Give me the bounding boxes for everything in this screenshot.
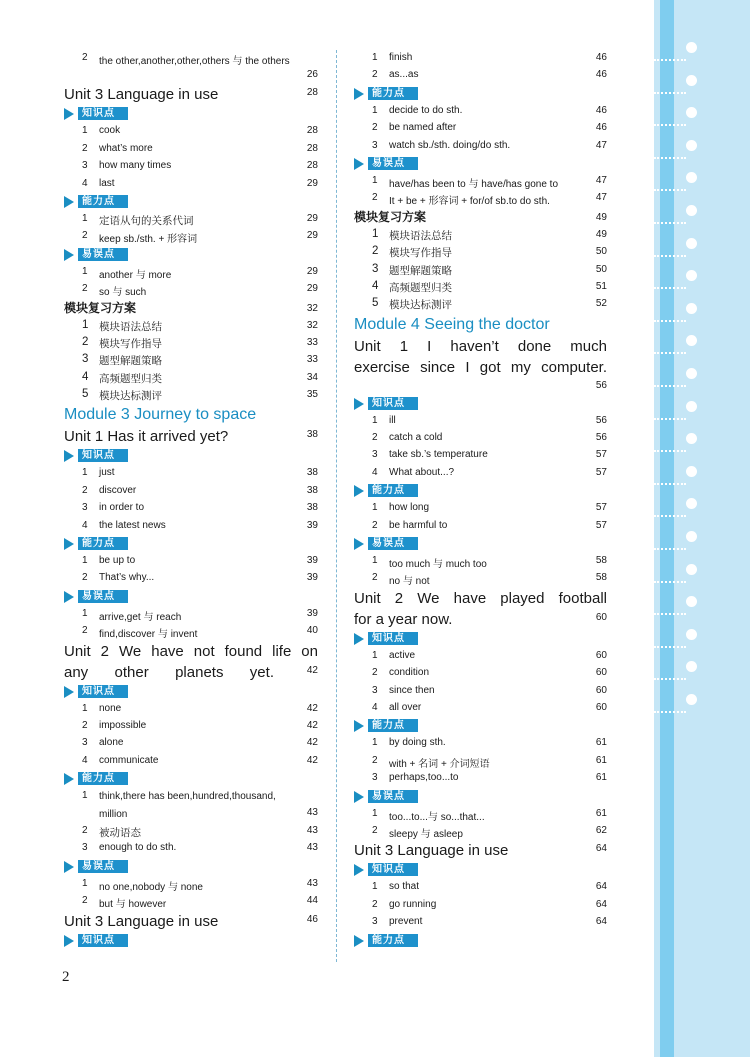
binder-hole-icon	[686, 433, 697, 444]
toc-entry[interactable]: 1 think,there has been,hundred,thousand, million 43	[82, 790, 318, 820]
play-triangle-icon	[64, 591, 74, 603]
toc-entry[interactable]: 1 ill 56	[372, 414, 607, 426]
unit-heading[interactable]: Unit 1 I haven’t done much exercise since I got my computer.	[354, 337, 607, 376]
binder-hole-icon	[686, 629, 697, 640]
toc-entry-page: 56	[595, 379, 607, 391]
section-tag-knowledge: 知识点	[64, 683, 318, 701]
binder-hole-icon	[686, 75, 697, 86]
toc-left-column	[64, 50, 318, 950]
toc-entry[interactable]: 3 since then 60	[372, 684, 607, 696]
toc-entry[interactable]: 2 no 与 not 58	[372, 572, 607, 588]
play-triangle-icon	[354, 935, 364, 947]
toc-entry[interactable]: 3 perhaps,too...to 61	[372, 772, 607, 784]
toc-entry[interactable]: 5 模块达标测评 52	[372, 297, 607, 312]
toc-entry[interactable]: 2 discover 38	[82, 484, 318, 496]
unit-heading[interactable]: Unit 2 We have played football for a year now. 60	[354, 589, 607, 628]
play-triangle-icon	[354, 398, 364, 410]
toc-entry[interactable]: 3 enough to do sth. 43	[82, 842, 318, 854]
play-triangle-icon	[354, 720, 364, 732]
dotted-line	[654, 678, 686, 680]
play-triangle-icon	[64, 108, 74, 120]
play-triangle-icon	[64, 861, 74, 873]
binder-hole-icon	[686, 205, 697, 216]
toc-entry[interactable]: 3 题型解题策略 50	[372, 262, 607, 277]
toc-entry[interactable]: 2 what’s more 28	[82, 142, 318, 154]
toc-entry[interactable]: 1 finish 46	[372, 52, 607, 63]
toc-entry[interactable]: 2 sleepy 与 asleep 62	[372, 824, 607, 840]
dotted-line	[654, 59, 686, 61]
dotted-line	[654, 581, 686, 583]
toc-entry[interactable]: 2 模块写作指导 50	[372, 245, 607, 260]
toc-entry[interactable]: 2 with + 名词 + 介词短语 61	[372, 754, 607, 770]
toc-entry[interactable]: 4 all over 60	[372, 701, 607, 713]
dotted-line	[654, 548, 686, 550]
play-triangle-icon	[64, 538, 74, 550]
dotted-line	[654, 157, 686, 159]
section-tag-knowledge: 知识点	[64, 932, 318, 950]
toc-entry[interactable]: 1 定语从句的关系代词 29	[82, 212, 318, 227]
binder-hole-icon	[686, 531, 697, 542]
section-tag-ability: 能力点	[354, 85, 607, 103]
toc-entry-page: 26	[306, 69, 318, 81]
binder-hole-icon	[686, 335, 697, 346]
page-number: 2	[62, 969, 70, 985]
dotted-line	[654, 418, 686, 420]
toc-entry[interactable]: 1 another 与 more 29	[82, 265, 318, 281]
play-triangle-icon	[64, 196, 74, 208]
section-tag-ability: 能力点	[354, 932, 607, 950]
toc-entry[interactable]: 1 none 42	[82, 702, 318, 714]
dotted-line	[654, 646, 686, 648]
toc-entry[interactable]: 1 have/has been to 与 have/has gone to 47	[372, 174, 607, 190]
toc-entry[interactable]: 2 as...as 46	[372, 69, 607, 81]
toc-entry[interactable]: 1 be up to 39	[82, 555, 318, 567]
toc-entry[interactable]: 1 so that 64	[372, 881, 607, 893]
toc-entry[interactable]: 2 被动语态 43	[82, 824, 318, 839]
dotted-line	[654, 92, 686, 94]
toc-entry[interactable]: 2 so 与 such 29	[82, 283, 318, 299]
play-triangle-icon	[64, 249, 74, 261]
toc-entry[interactable]: 1 by doing sth. 61	[372, 737, 607, 749]
section-tag-ability: 能力点	[354, 482, 607, 500]
toc-entry[interactable]: 1 decide to do sth. 46	[372, 104, 607, 116]
toc-entry[interactable]: 1 how long 57	[372, 502, 607, 514]
module-heading[interactable]: Module 3 Journey to space	[64, 406, 257, 424]
section-tag-mistake: 易误点	[354, 788, 607, 806]
play-triangle-icon	[354, 538, 364, 550]
binder-hole-icon	[686, 401, 697, 412]
toc-entry[interactable]: 1 just 38	[82, 467, 318, 479]
toc-entry[interactable]: 4 What about...? 57	[372, 466, 607, 478]
review-heading[interactable]: 模块复习方案 49	[354, 209, 607, 224]
section-tag-knowledge: 知识点	[354, 630, 607, 648]
toc-entry[interactable]: 3 how many times 28	[82, 160, 318, 172]
toc-entry[interactable]: 4 communicate 42	[82, 754, 318, 766]
toc-entry[interactable]: 3 alone 42	[82, 737, 318, 749]
section-tag-ability: 能力点	[64, 535, 318, 553]
toc-entry[interactable]: 2 impossible 42	[82, 719, 318, 731]
binder-hole-icon	[686, 140, 697, 151]
toc-entry[interactable]: 2 condition 60	[372, 667, 607, 679]
unit-heading[interactable]: Unit 1 Has it arrived yet? 38	[64, 428, 318, 446]
binder-hole-icon	[686, 303, 697, 314]
unit-heading[interactable]: Unit 3 Language in use 46	[64, 912, 318, 930]
binder-hole-icon	[686, 466, 697, 477]
dotted-line	[654, 222, 686, 224]
toc-entry[interactable]: 3 prevent 64	[372, 916, 607, 928]
toc-entry[interactable]: 3 watch sb./sth. doing/do sth. 47	[372, 139, 607, 151]
toc-entry[interactable]: 2 That’s why... 39	[82, 572, 318, 584]
dotted-line	[654, 613, 686, 615]
unit-heading[interactable]: Unit 3 Language in use 28	[64, 86, 318, 104]
section-tag-ability: 能力点	[64, 770, 318, 788]
toc-entry[interactable]: 2 keep sb./sth. + 形容词 29	[82, 230, 318, 246]
dotted-line	[654, 320, 686, 322]
toc-entry[interactable]: 4 高频题型归类 51	[372, 279, 607, 294]
play-triangle-icon	[354, 158, 364, 170]
binder-hole-icon	[686, 107, 697, 118]
toc-entry[interactable]: 1 模块语法总结 49	[372, 227, 607, 242]
section-tag-mistake: 易误点	[64, 246, 318, 264]
toc-right-column	[354, 50, 607, 950]
dotted-line	[654, 711, 686, 713]
section-tag-mistake: 易误点	[64, 588, 318, 606]
binder-hole-icon	[686, 172, 697, 183]
binder-hole-icon	[686, 368, 697, 379]
toc-entry[interactable]: 2 find,discover 与 invent 40	[82, 625, 318, 641]
toc-entry[interactable]: 2 be named after 46	[372, 122, 607, 134]
toc-entry[interactable]: 4 last 29	[82, 177, 318, 189]
review-heading[interactable]: 模块复习方案 32	[64, 300, 318, 315]
dotted-line	[654, 255, 686, 257]
section-tag-mistake: 易误点	[354, 535, 607, 553]
module-heading[interactable]: Module 4 Seeing the doctor	[354, 315, 550, 333]
section-tag-knowledge: 知识点	[64, 105, 318, 123]
toc-entry[interactable]: 2 go running 64	[372, 898, 607, 910]
unit-heading[interactable]: Unit 2 We have not found life on any other planets yet. 42	[64, 642, 318, 681]
toc-entry[interactable]: 1 模块语法总结 32	[82, 318, 318, 333]
binder-hole-icon	[686, 564, 697, 575]
binder-hole-icon	[686, 498, 697, 509]
binder-hole-icon	[686, 596, 697, 607]
binder-hole-icon	[686, 270, 697, 281]
section-tag-knowledge: 知识点	[354, 861, 607, 879]
section-tag-knowledge: 知识点	[64, 447, 318, 465]
section-tag-knowledge: 知识点	[354, 395, 607, 413]
dotted-line	[654, 483, 686, 485]
section-tag-mistake: 易误点	[354, 155, 607, 173]
toc-entry[interactable]: 5 模块达标测评 35	[82, 388, 318, 403]
play-triangle-icon	[354, 791, 364, 803]
dotted-line	[654, 352, 686, 354]
toc-entry[interactable]: 1 active 60	[372, 649, 607, 661]
binder-hole-icon	[686, 694, 697, 705]
toc-entry[interactable]: 1 no one,nobody 与 none 43	[82, 877, 318, 893]
play-triangle-icon	[64, 686, 74, 698]
column-divider	[336, 50, 337, 962]
section-tag-mistake: 易误点	[64, 858, 318, 876]
dotted-line	[654, 189, 686, 191]
toc-entry[interactable]: 4 高频题型归类 34	[82, 370, 318, 385]
toc-entry[interactable]: 3 take sb.’s temperature 57	[372, 449, 607, 461]
toc-entry[interactable]: 2 be harmful to 57	[372, 519, 607, 531]
play-triangle-icon	[64, 935, 74, 947]
toc-entry[interactable]: 2 the other,another,other,others 与 the others	[82, 52, 290, 67]
play-triangle-icon	[354, 485, 364, 497]
toc-entry[interactable]: 1 too much 与 much too 58	[372, 555, 607, 571]
toc-entry[interactable]: 1 too...to...与 so...that... 61	[372, 807, 607, 823]
play-triangle-icon	[354, 633, 364, 645]
dotted-line	[654, 515, 686, 517]
dotted-line	[654, 287, 686, 289]
toc-entry[interactable]: 3 in order to 38	[82, 502, 318, 514]
section-tag-ability: 能力点	[354, 717, 607, 735]
toc-entry[interactable]: 1 cook 28	[82, 125, 318, 137]
play-triangle-icon	[64, 773, 74, 785]
play-triangle-icon	[64, 450, 74, 462]
play-triangle-icon	[354, 864, 364, 876]
dotted-line	[654, 385, 686, 387]
binder-edge-strip	[654, 0, 750, 1057]
section-tag-ability: 能力点	[64, 193, 318, 211]
play-triangle-icon	[354, 88, 364, 100]
toc-entry[interactable]: 3 题型解题策略 33	[82, 353, 318, 368]
binder-hole-icon	[686, 42, 697, 53]
toc-entry[interactable]: 2 but 与 however 44	[82, 895, 318, 911]
toc-entry[interactable]: 2 模块写作指导 33	[82, 335, 318, 350]
toc-entry[interactable]: 4 the latest news 39	[82, 519, 318, 531]
toc-entry[interactable]: 2 It + be + 形容词 + for/of sb.to do sth. 47	[372, 192, 607, 208]
toc-entry[interactable]: 2 catch a cold 56	[372, 432, 607, 444]
dotted-line	[654, 450, 686, 452]
binder-hole-icon	[686, 661, 697, 672]
binder-hole-icon	[686, 238, 697, 249]
toc-entry[interactable]: 1 arrive,get 与 reach 39	[82, 607, 318, 623]
unit-heading[interactable]: Unit 3 Language in use 64	[354, 842, 607, 860]
dotted-line	[654, 124, 686, 126]
